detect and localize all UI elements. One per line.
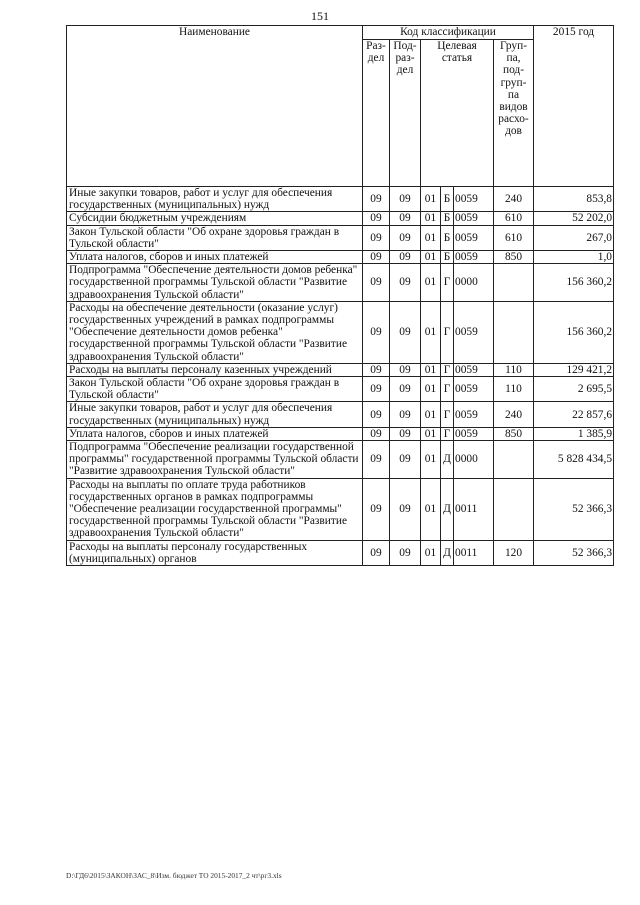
header-expense-group: Груп- па, под- груп- па видов расхо- дов — [494, 40, 534, 187]
row-amount: 267,0 — [534, 225, 614, 250]
header-name: Наименование — [67, 26, 363, 187]
row-section: 09 — [363, 251, 390, 264]
row-expense-group: 610 — [494, 225, 534, 250]
row-program-code: 01 — [421, 264, 441, 302]
row-subsection: 09 — [390, 402, 421, 427]
table-row — [67, 212, 614, 225]
row-section: 09 — [363, 212, 390, 225]
row-section: 09 — [363, 225, 390, 250]
row-amount: 2 695,5 — [534, 377, 614, 402]
row-program-code: 01 — [421, 441, 441, 479]
row-subprogram-letter: Б — [441, 187, 454, 212]
row-subprogram-letter: Д — [441, 478, 454, 540]
row-subprogram-letter: Г — [441, 264, 454, 302]
row-expense-group — [494, 301, 534, 363]
row-program-code: 01 — [421, 377, 441, 402]
row-subprogram-letter: Г — [441, 427, 454, 440]
row-article-code: 0000 — [454, 264, 494, 302]
row-program-code: 01 — [421, 301, 441, 363]
row-name: Иные закупки товаров, работ и услуг для обеспечения государственных (муниципальных) нужд — [67, 187, 363, 212]
row-section: 09 — [363, 377, 390, 402]
row-subsection: 09 — [390, 540, 421, 565]
row-expense-group — [494, 441, 534, 479]
row-name: Расходы на выплаты персоналу казенных учреждений — [67, 363, 363, 376]
row-article-code: 0000 — [454, 441, 494, 479]
row-subsection: 09 — [390, 251, 421, 264]
row-amount: 853,8 — [534, 187, 614, 212]
row-section: 09 — [363, 478, 390, 540]
table-row — [67, 441, 614, 479]
row-name: Иные закупки товаров, работ и услуг для обеспечения государственных (муниципальных) нужд — [67, 402, 363, 427]
row-subsection: 09 — [390, 264, 421, 302]
page-number: 151 — [311, 9, 329, 23]
row-name: Уплата налогов, сборов и иных платежей — [67, 427, 363, 440]
row-amount: 156 360,2 — [534, 301, 614, 363]
row-article-code: 0059 — [454, 427, 494, 440]
row-article-code: 0011 — [454, 540, 494, 565]
header-target-article: Целевая статья — [421, 40, 494, 187]
row-subprogram-letter: Б — [441, 212, 454, 225]
row-section: 09 — [363, 187, 390, 212]
row-expense-group: 850 — [494, 427, 534, 440]
row-expense-group: 850 — [494, 251, 534, 264]
row-program-code: 01 — [421, 363, 441, 376]
row-name: Расходы на обеспечение деятельности (оказание услуг) государственных учреждений в рамках подпрограммы "Обеспечение деятельности домов ребенка" государственной программы Тульской области "Развитие здравоохранения Тульской области" — [67, 301, 363, 363]
row-program-code: 01 — [421, 540, 441, 565]
table-row — [67, 377, 614, 402]
row-name: Подпрограмма "Обеспечение деятельности домов ребенка" государственной программы Тульской области "Развитие здравоохранения Тульской области" — [67, 264, 363, 302]
row-subprogram-letter: Б — [441, 251, 454, 264]
footer-file-path: D:\ГД6\2015\ЗАКОН\ЗАС_8\Изм. бюджет ТО 2015-2017_2 чт\рг3.xls — [66, 871, 282, 880]
table-row — [67, 301, 614, 363]
row-name: Уплата налогов, сборов и иных платежей — [67, 251, 363, 264]
row-subprogram-letter: Д — [441, 540, 454, 565]
table-body — [67, 187, 614, 566]
row-name: Закон Тульской области "Об охране здоровья граждан в Тульской области" — [67, 225, 363, 250]
row-amount: 1 385,9 — [534, 427, 614, 440]
row-expense-group — [494, 264, 534, 302]
row-article-code: 0059 — [454, 402, 494, 427]
row-name: Закон Тульской области "Об охране здоровья граждан в Тульской области" — [67, 377, 363, 402]
row-program-code: 01 — [421, 187, 441, 212]
row-subprogram-letter: Д — [441, 441, 454, 479]
row-amount: 156 360,2 — [534, 264, 614, 302]
row-article-code: 0059 — [454, 212, 494, 225]
row-article-code: 0059 — [454, 225, 494, 250]
row-section: 09 — [363, 441, 390, 479]
row-amount: 52 366,3 — [534, 478, 614, 540]
table-row — [67, 427, 614, 440]
row-subprogram-letter: Б — [441, 225, 454, 250]
row-expense-group: 110 — [494, 363, 534, 376]
row-subsection: 09 — [390, 377, 421, 402]
row-section: 09 — [363, 363, 390, 376]
row-article-code: 0011 — [454, 478, 494, 540]
row-name: Подпрограмма "Обеспечение реализации государственной программы" государственной программы Тульской области "Развитие здравоохранения Тульской области" — [67, 441, 363, 479]
row-section: 09 — [363, 301, 390, 363]
table-row — [67, 187, 614, 212]
row-subprogram-letter: Г — [441, 402, 454, 427]
row-amount: 129 421,2 — [534, 363, 614, 376]
row-subprogram-letter: Г — [441, 377, 454, 402]
row-expense-group: 110 — [494, 377, 534, 402]
table-row — [67, 478, 614, 540]
row-subprogram-letter: Г — [441, 363, 454, 376]
row-subsection: 09 — [390, 427, 421, 440]
budget-classification-table — [66, 25, 614, 566]
row-subsection: 09 — [390, 363, 421, 376]
row-expense-group: 120 — [494, 540, 534, 565]
row-section: 09 — [363, 540, 390, 565]
row-article-code: 0059 — [454, 377, 494, 402]
row-expense-group — [494, 478, 534, 540]
row-article-code: 0059 — [454, 301, 494, 363]
row-section: 09 — [363, 402, 390, 427]
row-program-code: 01 — [421, 225, 441, 250]
row-article-code: 0059 — [454, 187, 494, 212]
row-subprogram-letter: Г — [441, 301, 454, 363]
row-name: Субсидии бюджетным учреждениям — [67, 212, 363, 225]
row-expense-group: 610 — [494, 212, 534, 225]
row-subsection: 09 — [390, 441, 421, 479]
row-program-code: 01 — [421, 478, 441, 540]
row-subsection: 09 — [390, 187, 421, 212]
row-amount: 5 828 434,5 — [534, 441, 614, 479]
table-row — [67, 540, 614, 565]
row-expense-group: 240 — [494, 402, 534, 427]
row-amount: 52 366,3 — [534, 540, 614, 565]
table-row — [67, 363, 614, 376]
row-subsection: 09 — [390, 225, 421, 250]
header-code-classification: Код классификации — [363, 26, 534, 40]
header-section: Раз- дел — [363, 40, 390, 187]
header-year-2015: 2015 год — [534, 26, 614, 187]
table-row — [67, 264, 614, 302]
row-article-code: 0059 — [454, 363, 494, 376]
row-program-code: 01 — [421, 251, 441, 264]
row-program-code: 01 — [421, 402, 441, 427]
header-subsection: Под- раз- дел — [390, 40, 421, 187]
row-name: Расходы на выплаты персоналу государственных (муниципальных) органов — [67, 540, 363, 565]
row-section: 09 — [363, 427, 390, 440]
row-subsection: 09 — [390, 212, 421, 225]
table-row — [67, 402, 614, 427]
row-amount: 52 202,0 — [534, 212, 614, 225]
row-amount: 1,0 — [534, 251, 614, 264]
row-program-code: 01 — [421, 212, 441, 225]
row-subsection: 09 — [390, 301, 421, 363]
row-expense-group: 240 — [494, 187, 534, 212]
row-program-code: 01 — [421, 427, 441, 440]
row-amount: 22 857,6 — [534, 402, 614, 427]
row-name: Расходы на выплаты по оплате труда работников государственных органов в рамках подпрограммы "Обеспечение реализации государственной программы" государственной программы Тульской области "Развитие здравоохранения Тульской области" — [67, 478, 363, 540]
row-subsection: 09 — [390, 478, 421, 540]
row-article-code: 0059 — [454, 251, 494, 264]
table-row — [67, 225, 614, 250]
row-section: 09 — [363, 264, 390, 302]
table-row — [67, 251, 614, 264]
